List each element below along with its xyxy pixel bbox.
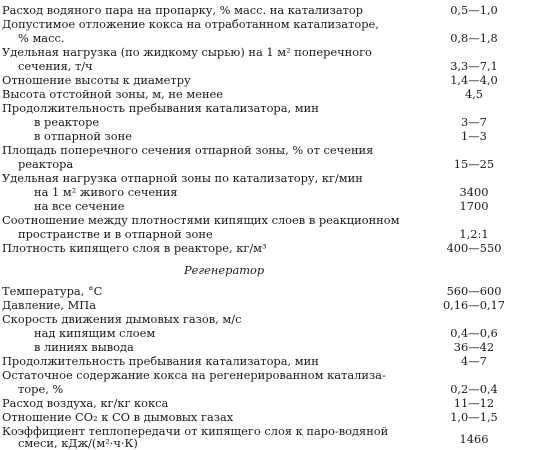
param-label: на 1 м² живого сечения (34, 185, 178, 199)
param-label: в реакторе (34, 115, 100, 129)
param-label: в линиях вывода (34, 340, 134, 354)
param-label: Расход воздуха, кг/кг кокса (2, 396, 169, 410)
param-label: Коэффициент теплопередачи от кипящего слоя к паро-водяной (2, 424, 389, 438)
param-label: смеси, кДж/(м²·ч·К) (18, 436, 138, 450)
param-label: сечения, т/ч (18, 59, 93, 73)
param-value: 0,2—0,4 (450, 382, 498, 396)
param-value: 1,0—1,5 (450, 410, 498, 424)
param-value: 1,2:1 (459, 227, 489, 241)
param-value: 560—600 (446, 284, 502, 298)
param-label: реактора (18, 157, 74, 171)
param-label: в отпарной зоне (34, 129, 132, 143)
param-label: пространстве и в отпарной зоне (18, 227, 213, 241)
param-value: 3400 (459, 185, 489, 199)
param-label: Допустимое отложение кокса на отработанном катализаторе, (2, 17, 379, 31)
param-label: Соотношение между плотностями кипящих слоев в реакционном (2, 213, 400, 227)
param-label: над кипящим слоем (34, 326, 156, 340)
param-label: Продолжительность пребывания катализатора, мин (2, 101, 319, 115)
param-label: Высота отстойной зоны, м, не менее (2, 87, 224, 101)
param-label: Температура, °С (2, 284, 103, 298)
param-label: торе, % (18, 382, 64, 396)
param-label: Продолжительность пребывания катализатора, мин (2, 354, 319, 368)
param-label: Плотность кипящего слоя в реакторе, кг/м³ (2, 241, 267, 255)
param-value: 3,3—7,1 (450, 59, 498, 73)
param-value: 15—25 (453, 157, 495, 171)
param-label: Отношение высоты к диаметру (2, 73, 191, 87)
param-value: 36—42 (453, 340, 495, 354)
param-value: 11—12 (453, 396, 495, 410)
param-value: 1466 (459, 432, 489, 446)
param-value: 0,8—1,8 (450, 31, 498, 45)
param-label: % масс. (18, 31, 65, 45)
param-label: Расход водяного пара на пропарку, % масс. на катализатор (2, 3, 364, 17)
param-label: Скорость движения дымовых газов, м/с (2, 312, 242, 326)
param-value: 0,16—0,17 (442, 298, 506, 312)
param-value: 3—7 (461, 115, 487, 129)
param-label: Отношение CO₂ к CO в дымовых газах (2, 410, 234, 424)
param-label: Площадь поперечного сечения отпарной зоны, % от сечения (2, 143, 374, 157)
param-value: 400—550 (446, 241, 502, 255)
param-value: 4,5 (464, 87, 484, 101)
param-label: Давление, МПа (2, 298, 96, 312)
section-heading: Регенератор (184, 263, 265, 277)
param-label: Удельная нагрузка отпарной зоны по катализатору, кг/мин (2, 171, 363, 185)
param-value: 0,4—0,6 (450, 326, 498, 340)
param-value: 1700 (459, 199, 489, 213)
param-label: на все сечение (34, 199, 125, 213)
param-label: Удельная нагрузка (по жидкому сырью) на 1 м² поперечного (2, 45, 372, 59)
param-value: 1—3 (461, 129, 487, 143)
param-value: 1,4—4,0 (450, 73, 498, 87)
param-value: 4—7 (461, 354, 487, 368)
param-label: Остаточное содержание кокса на регенерированном катализа- (2, 368, 386, 382)
param-value: 0,5—1,0 (450, 3, 498, 17)
